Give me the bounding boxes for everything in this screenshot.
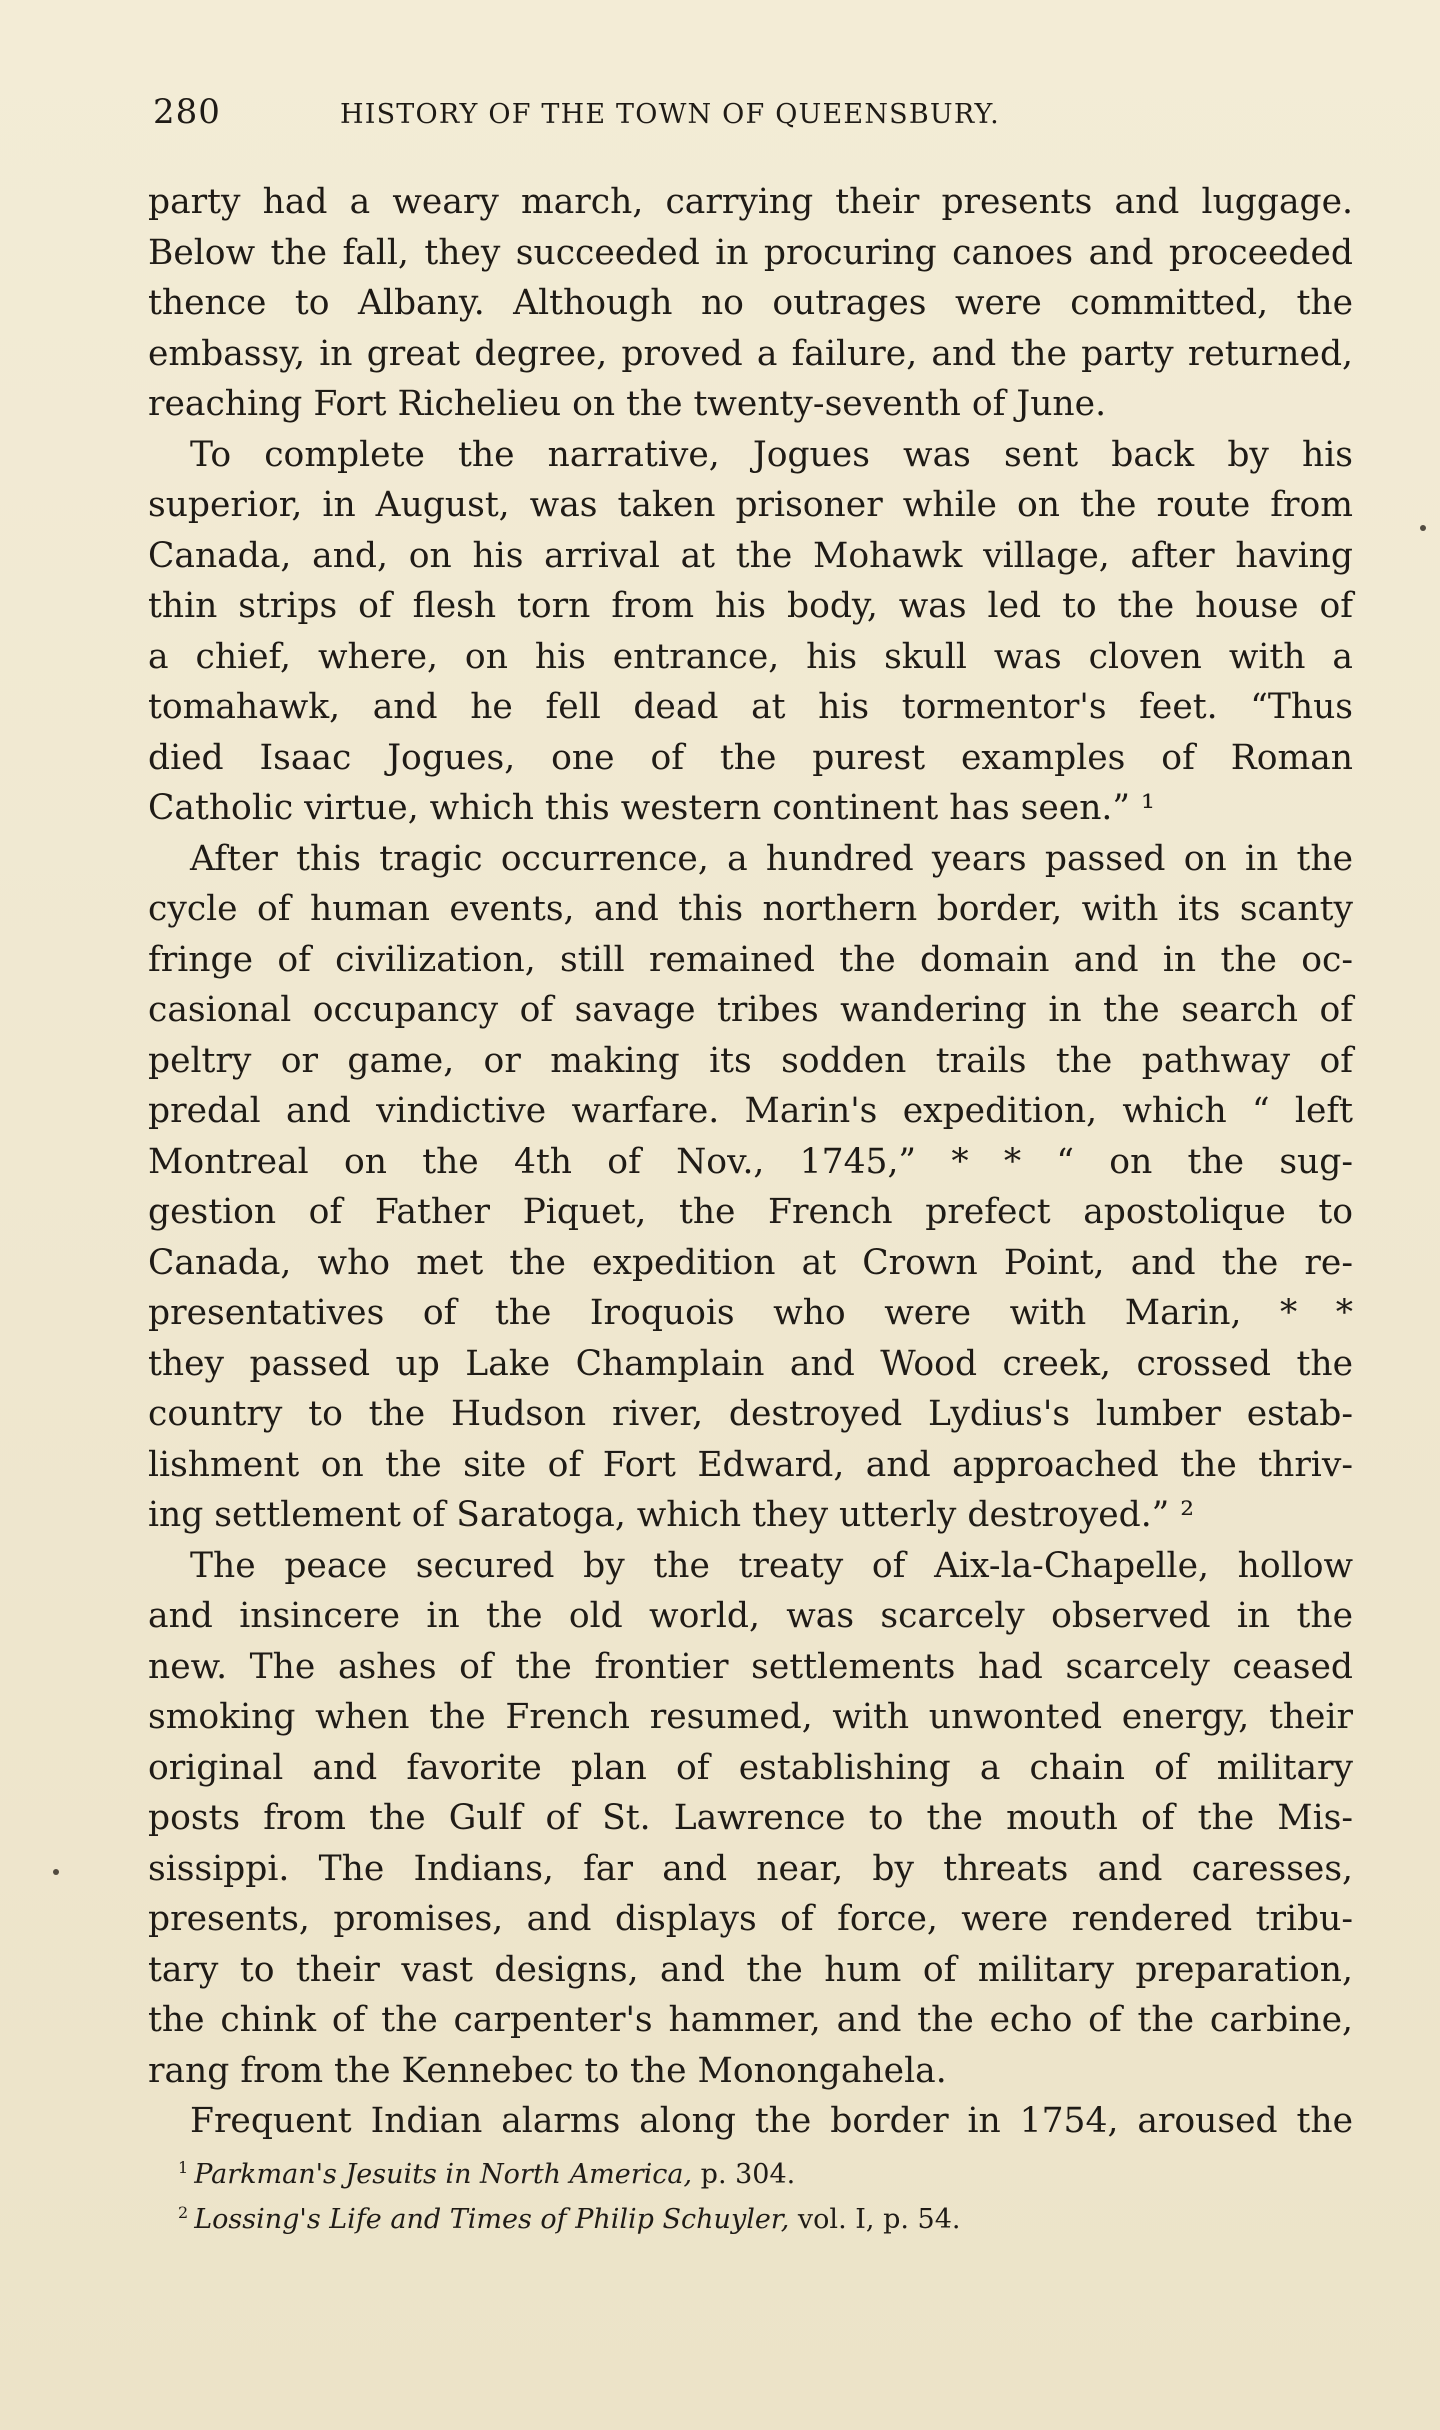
text-line: rang from the Kennebec to the Monongahela. — [148, 2050, 947, 2091]
footnote-citation: Parkman's Jesuits in North America, — [194, 2159, 693, 2190]
text-line: they passed up Lake Champlain and Wood creek, crossed the — [148, 1343, 1353, 1384]
text-line: and insincere in the old world, was scarcely observed in the — [148, 1596, 1353, 1636]
text-line: country to the Hudson river, destroyed Lydius's lumber estab- — [148, 1394, 1353, 1434]
text-line: Canada, who met the expedition at Crown Point, and the re- — [148, 1242, 1353, 1283]
text-line: gestion of Father Piquet, the French prefect apostolique to — [148, 1192, 1353, 1232]
footnote-marker: 1 — [178, 2158, 189, 2177]
text-line: tary to their vast designs, and the hum of military preparation, — [148, 1949, 1353, 1990]
text-line: posts from the Gulf of St. Lawrence to the mouth of the Mis- — [148, 1798, 1353, 1838]
text-line: To complete the narrative, Jogues was sent back by his — [190, 434, 1353, 475]
text-line: casional occupancy of savage tribes wandering in the search of — [148, 990, 1353, 1030]
text-line: sissippi. The Indians, far and near, by threats and caresses, — [148, 1848, 1353, 1889]
ink-speck — [53, 1869, 59, 1875]
text-line: Below the fall, they succeeded in procuring canoes and proceeded — [148, 232, 1353, 273]
text-line: superior, in August, was taken prisoner while on the route from — [148, 485, 1353, 525]
text-line: The peace secured by the treaty of Aix-la-Chapelle, hollow — [190, 1545, 1353, 1586]
text-line: fringe of civilization, still remained the domain and in the oc- — [148, 939, 1353, 980]
footnote-marker: 2 — [178, 2203, 189, 2222]
text-line: died Isaac Jogues, one of the purest examples of Roman — [148, 737, 1353, 778]
footnote-1 — [178, 2149, 1158, 2194]
footnote-citation: Lossing's Life and Times of Philip Schuyler, — [194, 2204, 790, 2235]
text-line: After this tragic occurrence, a hundred years passed on in the — [190, 838, 1353, 879]
text-line: Montreal on the 4th of Nov., 1745,” * * “ on the sug- — [148, 1141, 1353, 1182]
text-line: presentatives of the Iroquois who were with Marin, * * — [148, 1293, 1353, 1333]
text-line: Catholic virtue, which this western continent has seen.” ¹ — [148, 788, 1155, 828]
running-head: HISTORY OF THE TOWN OF QUEENSBURY. — [340, 99, 1000, 130]
text-line: reaching Fort Richelieu on the twenty-seventh of June. — [148, 384, 1107, 424]
footnote-page: vol. I, p. 54. — [789, 2204, 961, 2235]
text-line: presents, promises, and displays of force, were rendered tribu- — [148, 1899, 1353, 1939]
ink-speck — [1420, 525, 1426, 531]
body-text — [148, 177, 1353, 2147]
text-line: original and favorite plan of establishing a chain of military — [148, 1747, 1353, 1788]
text-line: ing settlement of Saratoga, which they utterly destroyed.” ² — [148, 1495, 1195, 1535]
text-line: the chink of the carpenter's hammer, and the echo of the carbine, — [148, 2000, 1353, 2040]
footnote-page: p. 304. — [692, 2159, 796, 2190]
text-line: peltry or game, or making its sodden trails the pathway of — [148, 1040, 1353, 1081]
text-line: smoking when the French resumed, with unwonted energy, their — [148, 1697, 1353, 1737]
text-line: Canada, and, on his arrival at the Mohawk village, after having — [148, 535, 1353, 576]
footnotes — [178, 2149, 1158, 2239]
page-header — [150, 92, 1200, 142]
text-line: cycle of human events, and this northern border, with its scanty — [148, 889, 1353, 929]
text-line: predal and vindictive warfare. Marin's expedition, which “ left — [148, 1091, 1353, 1131]
text-line: tomahawk, and he fell dead at his tormentor's feet. “Thus — [148, 687, 1353, 727]
text-line: new. The ashes of the frontier settlements had scarcely ceased — [148, 1646, 1353, 1687]
text-line: lishment on the site of Fort Edward, and approached the thriv- — [148, 1444, 1353, 1485]
text-line: thin strips of flesh torn from his body, was led to the house of — [148, 586, 1353, 626]
text-line: thence to Albany. Although no outrages were committed, the — [148, 283, 1353, 323]
text-line: embassy, in great degree, proved a failure, and the party returned, — [148, 333, 1353, 374]
text-line: a chief, where, on his entrance, his skull was cloven with a — [148, 636, 1353, 677]
text-line: Frequent Indian alarms along the border in 1754, aroused the — [190, 2101, 1353, 2141]
text-line: party had a weary march, carrying their presents and luggage. — [148, 182, 1353, 222]
page-number: 280 — [153, 92, 221, 132]
footnote-2 — [178, 2194, 1158, 2239]
